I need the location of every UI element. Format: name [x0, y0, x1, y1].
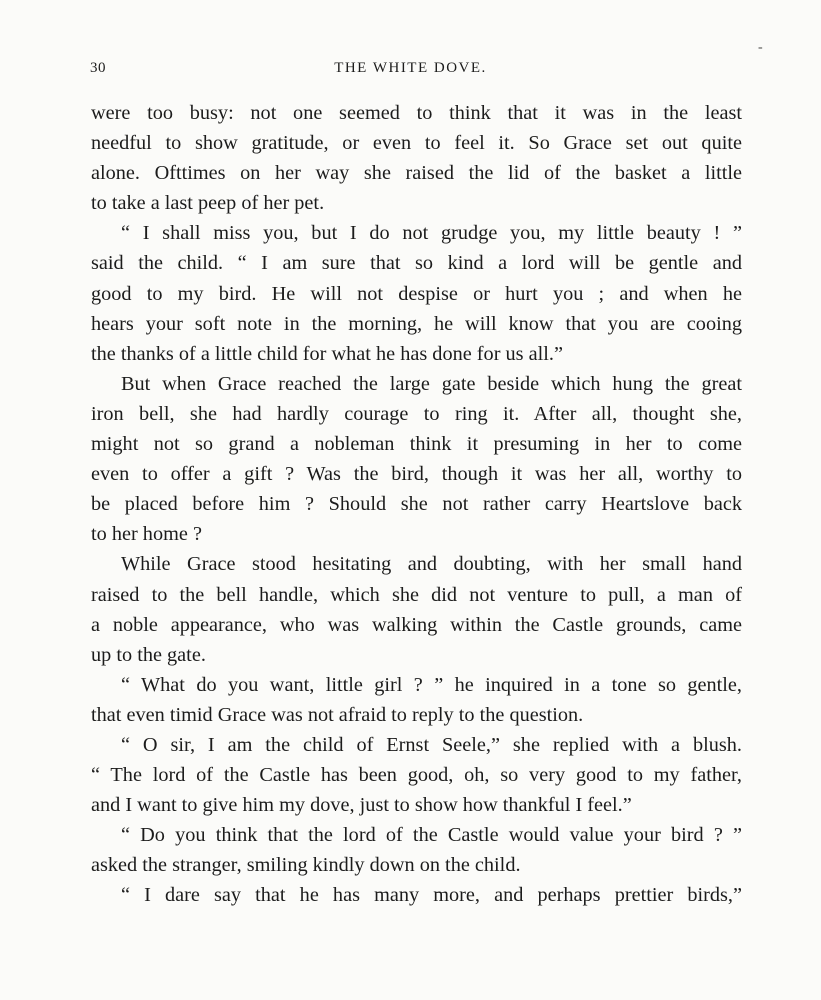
page-number: 30 — [90, 60, 106, 76]
running-title: THE WHITE DOVE. — [334, 60, 487, 76]
text-line: the thanks of a little child for what he has done for us all.” — [91, 342, 563, 365]
text-line: But when Grace reached the large gate beside which hung the great — [121, 372, 742, 395]
text-line: asked the stranger, smiling kindly down on the child. — [91, 854, 521, 877]
text-line: to take a last peep of her pet. — [91, 192, 325, 215]
margin-mark: - — [758, 40, 763, 55]
text-line: were too busy: not one seemed to think that it was in the least — [91, 102, 742, 124]
text-line: that even timid Grace was not afraid to reply to the question. — [91, 703, 584, 726]
text-line: “ The lord of the Castle has been good, oh, so very good to my father, — [91, 764, 742, 787]
text-line: might not so grand a nobleman think it presuming in her to come — [91, 433, 742, 456]
text-line: “ I dare say that he has many more, and perhaps prettier birds,” — [121, 884, 742, 907]
text-line: needful to show gratitude, or even to feel it. So Grace set out quite — [91, 132, 742, 155]
text-line: “ Do you think that the lord of the Castle would value your bird ? ” — [121, 824, 742, 847]
text-line: hears your soft note in the morning, he will know that you are cooing — [91, 312, 742, 335]
text-line: iron bell, she had hardly courage to ring it. After all, thought she, — [91, 402, 742, 425]
text-line: “ What do you want, little girl ? ” he inquired in a tone so gentle, — [121, 673, 742, 696]
text-line: “ I shall miss you, but I do not grudge you, my little beauty ! ” — [121, 222, 742, 245]
body-text — [91, 98, 742, 911]
text-line: even to offer a gift ? Was the bird, though it was her all, worthy to — [91, 463, 742, 486]
text-line: a noble appearance, who was walking within the Castle grounds, came — [91, 613, 742, 636]
text-line: up to the gate. — [91, 643, 206, 666]
text-line: and I want to give him my dove, just to show how thankful I feel.” — [91, 794, 632, 817]
text-line: While Grace stood hesitating and doubting, with her small hand — [121, 553, 742, 576]
text-line: “ O sir, I am the child of Ernst Seele,” she replied with a blush. — [121, 733, 742, 756]
text-line: said the child. “ I am sure that so kind a lord will be gentle and — [91, 252, 742, 275]
text-line: raised to the bell handle, which she did not venture to pull, a man of — [91, 583, 742, 606]
text-line: be placed before him ? Should she not rather carry Heartslove back — [91, 493, 742, 516]
text-line: good to my bird. He will not despise or hurt you ; and when he — [91, 282, 742, 305]
text-line: alone. Ofttimes on her way she raised the lid of the basket a little — [91, 162, 742, 185]
text-line: to her home ? — [91, 523, 202, 546]
